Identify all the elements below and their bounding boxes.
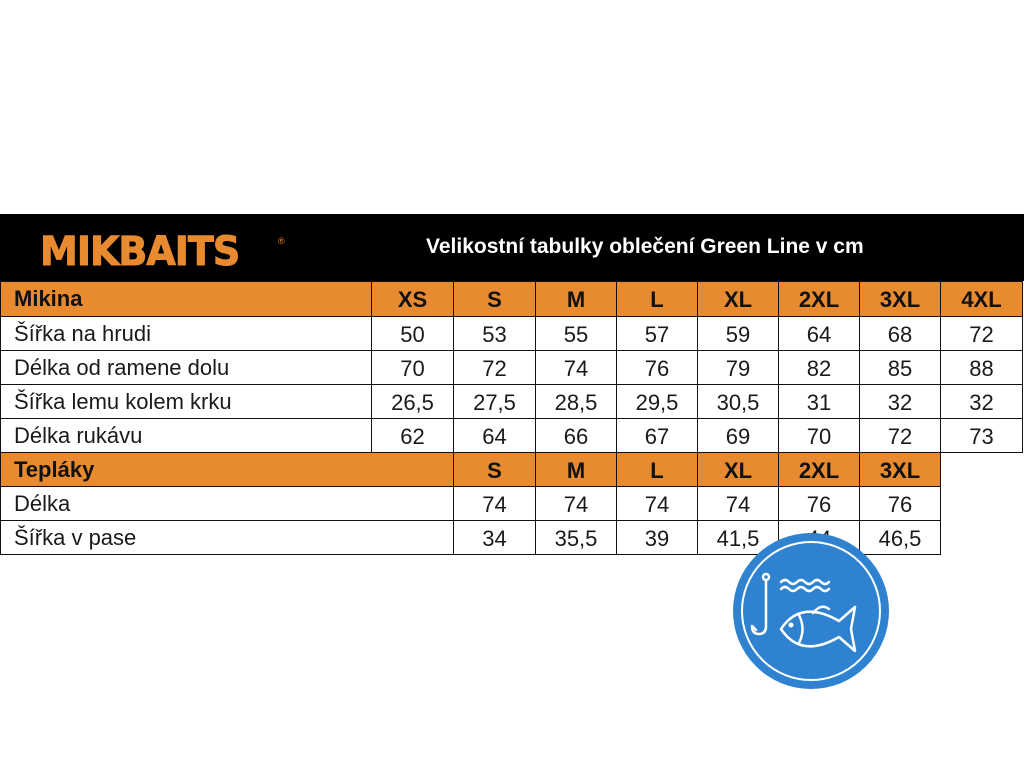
- size-header: 2XL: [778, 281, 860, 317]
- table-cell: 64: [453, 418, 536, 453]
- table-cell: 67: [616, 418, 698, 453]
- table-cell: 32: [859, 384, 941, 419]
- size-header: XL: [697, 452, 779, 487]
- table-cell: 62: [371, 418, 454, 453]
- mikbaits-logo: MIKBAITS: [40, 228, 240, 275]
- table-cell: 29,5: [616, 384, 698, 419]
- table-cell: 41,5: [697, 520, 779, 555]
- table-cell: 46,5: [859, 520, 941, 555]
- table-cell: 72: [940, 316, 1023, 351]
- size-header: L: [616, 281, 698, 317]
- size-header: 3XL: [859, 281, 941, 317]
- size-header: 4XL: [940, 281, 1023, 317]
- size-header: M: [535, 452, 617, 487]
- table-cell: 50: [371, 316, 454, 351]
- table-cell: 32: [940, 384, 1023, 419]
- table-cell: 82: [778, 350, 860, 385]
- size-header: S: [453, 452, 536, 487]
- table-cell: 74: [535, 486, 617, 521]
- table-cell: 57: [616, 316, 698, 351]
- size-header: 2XL: [778, 452, 860, 487]
- table-cell: 68: [859, 316, 941, 351]
- table-cell: 88: [940, 350, 1023, 385]
- table-cell: 31: [778, 384, 860, 419]
- table-cell: 72: [859, 418, 941, 453]
- row-label: Šířka lemu kolem krku: [0, 384, 372, 419]
- table-cell: 74: [535, 350, 617, 385]
- row-label: Délka rukávu: [0, 418, 372, 453]
- table-cell: 27,5: [453, 384, 536, 419]
- table-cell: 70: [371, 350, 454, 385]
- fishing-hook-fish-icon: [733, 533, 889, 689]
- section-name-mikina: Mikina: [0, 281, 372, 317]
- size-header: XL: [697, 281, 779, 317]
- size-header: M: [535, 281, 617, 317]
- table-cell: 35,5: [535, 520, 617, 555]
- table-cell: 70: [778, 418, 860, 453]
- section-name-teplaky: Tepláky: [0, 452, 454, 487]
- table-cell: 69: [697, 418, 779, 453]
- size-header: XS: [371, 281, 454, 317]
- table-cell: 74: [616, 486, 698, 521]
- table-cell: 28,5: [535, 384, 617, 419]
- row-label: Šířka na hrudi: [0, 316, 372, 351]
- table-title: Velikostní tabulky oblečení Green Line v cm: [426, 235, 864, 258]
- table-cell: 76: [778, 486, 860, 521]
- table-cell: 30,5: [697, 384, 779, 419]
- table-cell: 66: [535, 418, 617, 453]
- table-cell: 34: [453, 520, 536, 555]
- registered-mark: ®: [278, 236, 285, 246]
- size-header: 3XL: [859, 452, 941, 487]
- row-label: Délka: [0, 486, 454, 521]
- size-header: S: [453, 281, 536, 317]
- table-cell: 55: [535, 316, 617, 351]
- table-cell: 74: [453, 486, 536, 521]
- table-cell: 76: [616, 350, 698, 385]
- size-header: L: [616, 452, 698, 487]
- table-cell: 26,5: [371, 384, 454, 419]
- table-cell: 79: [697, 350, 779, 385]
- row-label: Šířka v pase: [0, 520, 454, 555]
- table-cell: 64: [778, 316, 860, 351]
- table-cell: 53: [453, 316, 536, 351]
- table-cell: 59: [697, 316, 779, 351]
- table-cell: 72: [453, 350, 536, 385]
- table-cell: 73: [940, 418, 1023, 453]
- table-cell: 74: [697, 486, 779, 521]
- table-cell: 85: [859, 350, 941, 385]
- row-label: Délka od ramene dolu: [0, 350, 372, 385]
- table-cell: 39: [616, 520, 698, 555]
- table-cell: 76: [859, 486, 941, 521]
